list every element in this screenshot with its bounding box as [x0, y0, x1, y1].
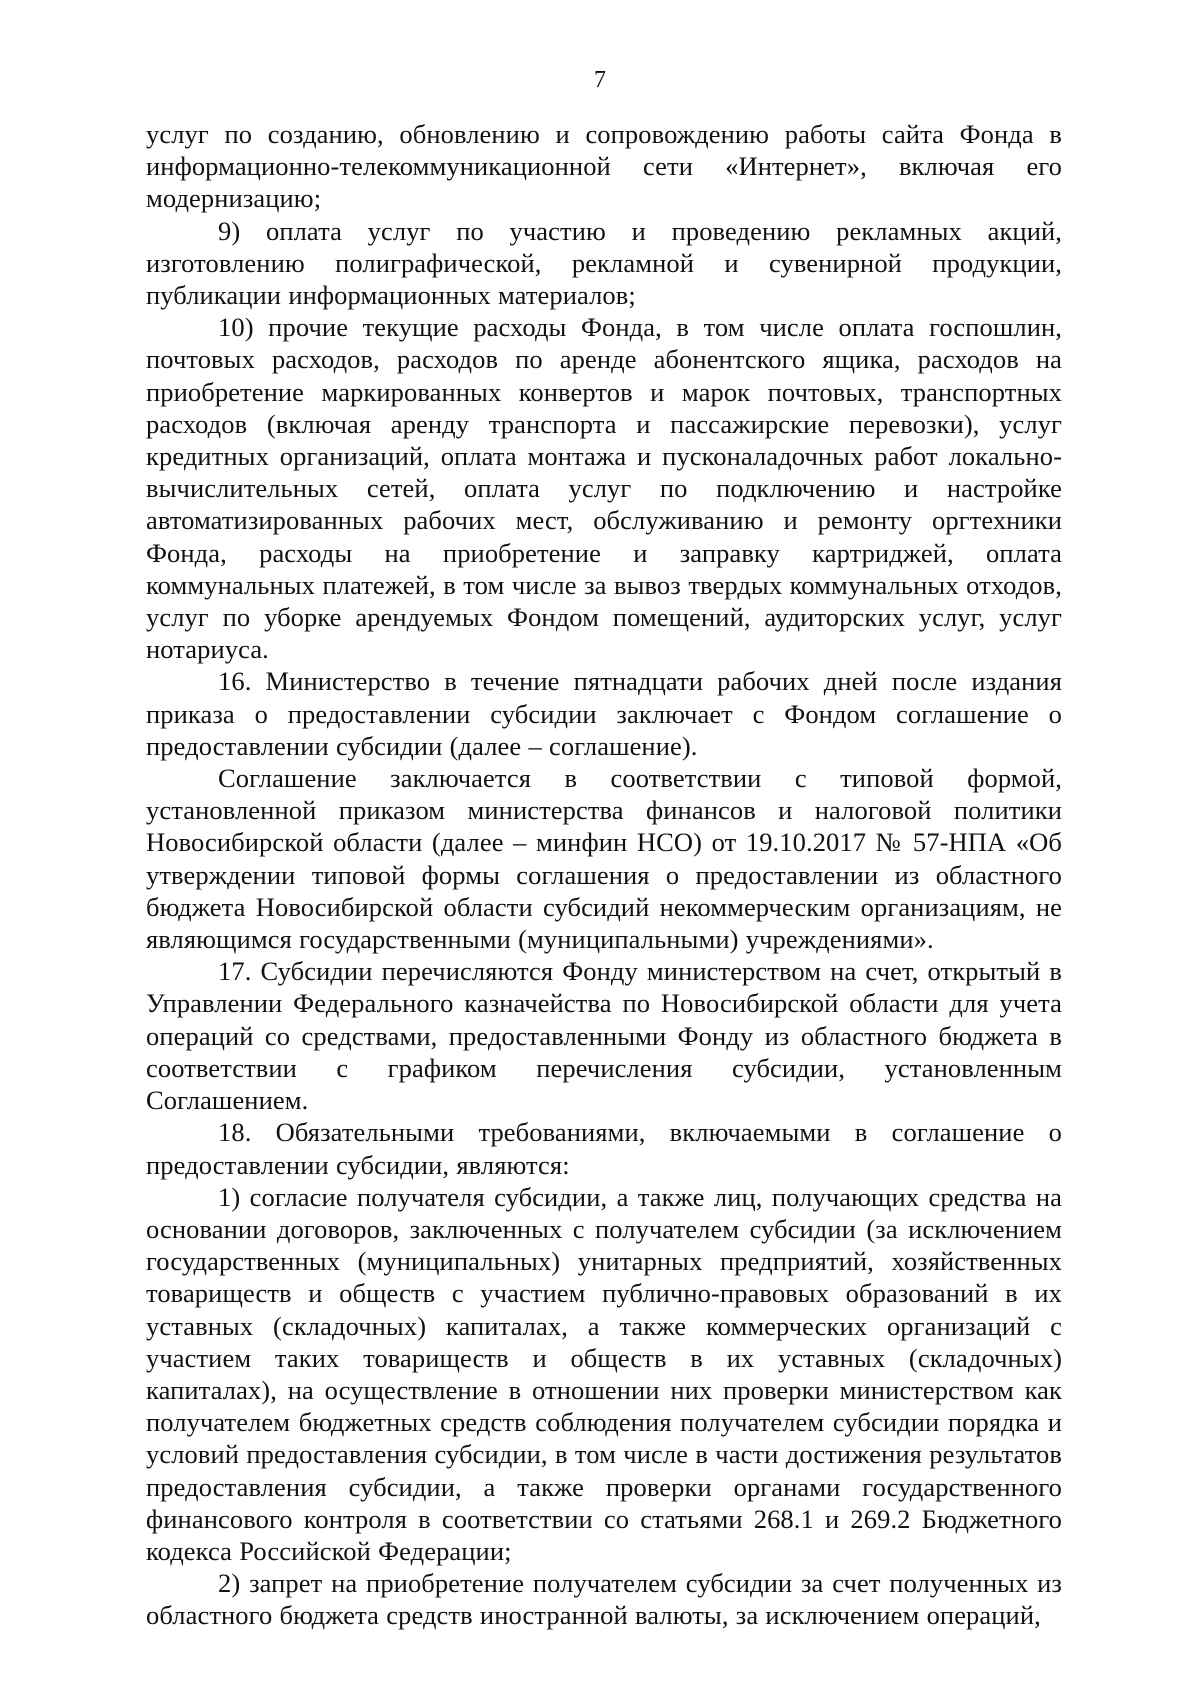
paragraph: 16. Министерство в течение пятнадцати рабочих дней после издания приказа о предоставлении субсидии заключает с Фондом соглашение о предоставлении субсидии (далее – соглашение).: [146, 666, 1062, 761]
paragraph: 9) оплата услуг по участию и проведению рекламных акций, изготовлению полиграфической, рекламной и сувенирной продукции, публикации информационных материалов;: [146, 215, 1062, 311]
paragraph: 17. Субсидии перечисляются Фонду министерством на счет, открытый в Управлении Федерального казначейства по Новосибирской области для учета операций со средствами, предоставленными Фонду из областного бюджета в соответствии с графиком перечисления субсидии, установленным Соглашением.: [146, 956, 1062, 1116]
paragraph: Соглашение заключается в соответствии с типовой формой, установленной приказом министерства финансов и налоговой политики Новосибирской области (далее – минфин НСО) от 19.10.2017 № 57-НПА «Об утверждении типовой формы соглашения о предоставлении из областного бюджета Новосибирской области субсидий некоммерческим организациям, не являющимся государственными (муниципальными) учреждениями».: [146, 763, 1062, 955]
document-body: [146, 118, 1062, 1632]
paragraph: услуг по созданию, обновлению и сопровождению работы сайта Фонда в информационно-телекоммуникационной сети «Интернет», включая его модернизацию;: [146, 119, 1062, 214]
paragraph: 1) согласие получателя субсидии, а также лиц, получающих средства на основании договоров, заключенных с получателем субсидии (за исключением государственных (муниципальных) унитарных предприятий, хозяйственных товариществ и обществ с участием публично-правовых образований в их уставных (складочных) капиталах, а также коммерческих организаций с участием таких товариществ и обществ в их уставных (складочных) капиталах), на осуществление в отношении них проверки министерством как получателем бюджетных средств соблюдения получателем субсидии порядка и условий предоставления субсидии, в том числе в части достижения результатов предоставления субсидии, а также проверки органами государственного финансового контроля в соответствии со статьями 268.1 и 269.2 Бюджетного кодекса Российской Федерации;: [146, 1181, 1062, 1566]
paragraph: 2) запрет на приобретение получателем субсидии за счет полученных из областного бюджета средств иностранной валюты, за исключением операций,: [146, 1568, 1062, 1631]
paragraph: 10) прочие текущие расходы Фонда, в том числе оплата госпошлин, почтовых расходов, расходов по аренде абонентского ящика, расходов на приобретение маркированных конвертов и марок почтовых, транспортных расходов (включая аренду транспорта и пассажирские перевозки), услуг кредитных организаций, оплата монтажа и пусконаладочных работ локально-вычислительных сетей, оплата услуг по подключению и настройке автоматизированных рабочих мест, обслуживанию и ремонту оргтехники Фонда, расходы на приобретение и заправку картриджей, оплата коммунальных платежей, в том числе за вывоз твердых коммунальных отходов, услуг по уборке арендуемых Фондом помещений, аудиторских услуг, услуг нотариуса.: [146, 312, 1062, 665]
page-number: 7: [594, 67, 606, 93]
paragraph: 18. Обязательными требованиями, включаемыми в соглашение о предоставлении субсидии, являются:: [146, 1117, 1062, 1180]
